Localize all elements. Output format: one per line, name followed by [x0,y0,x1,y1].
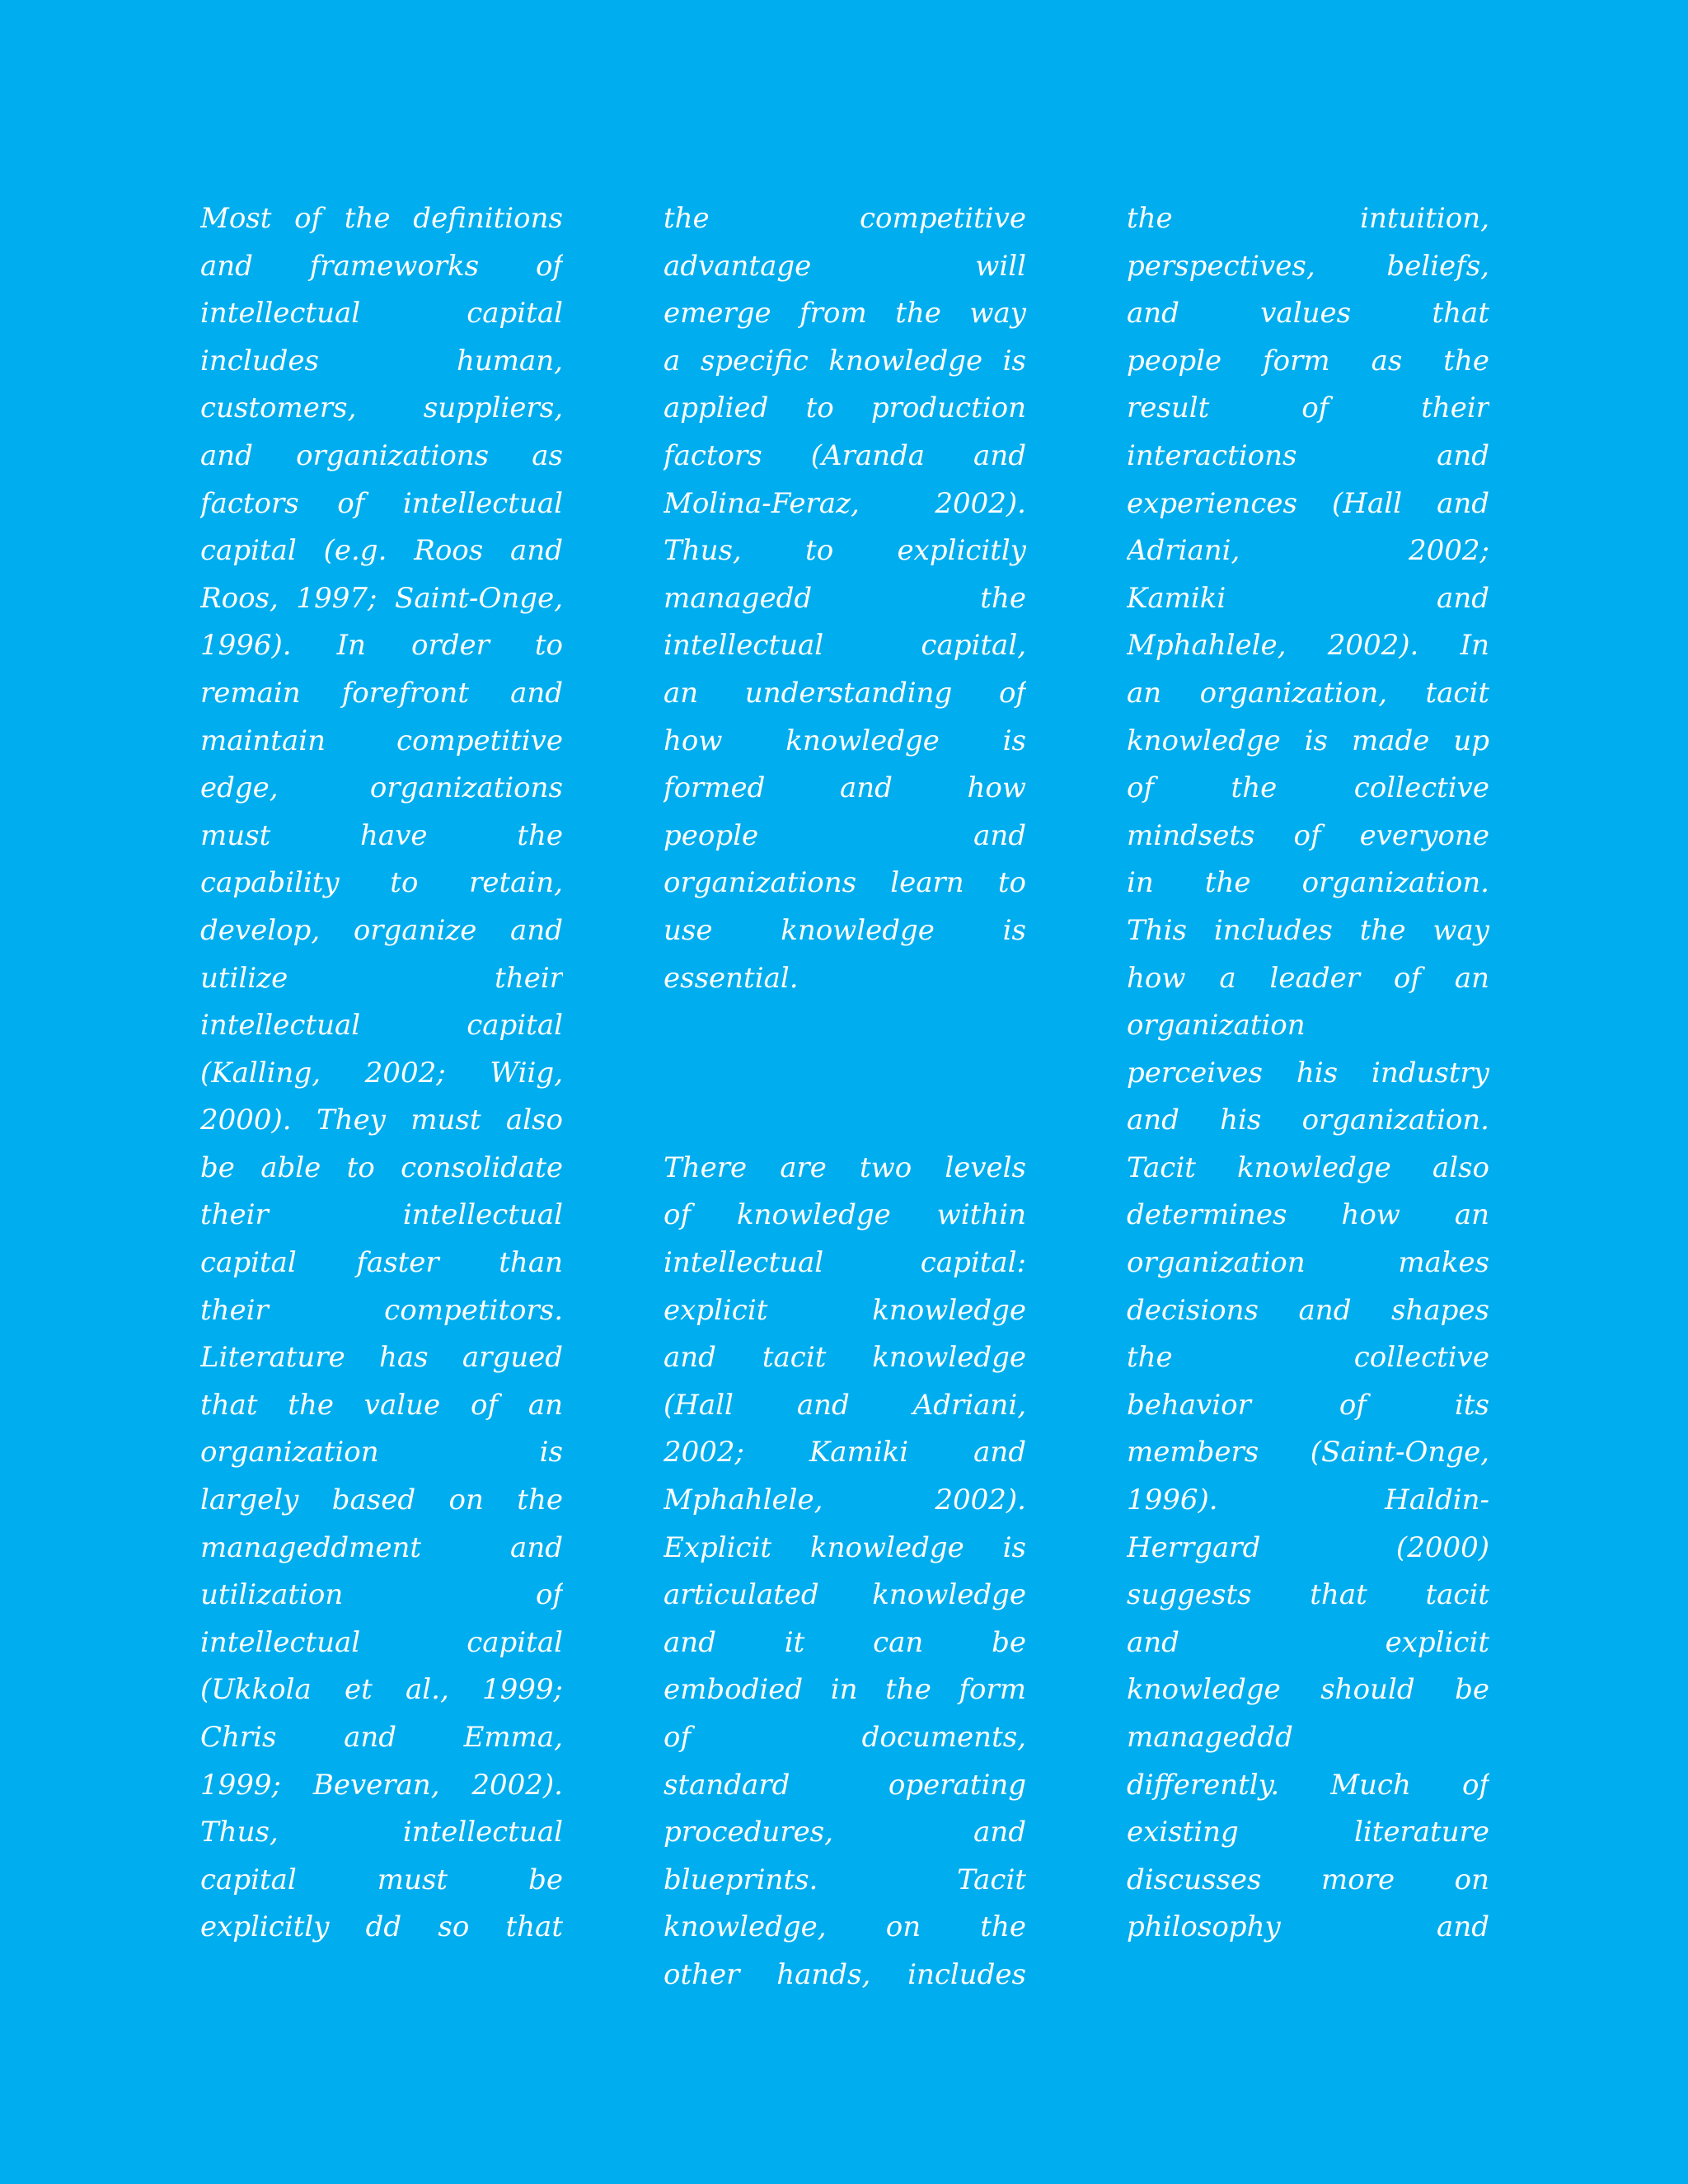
text-line: Explicit knowledge is [663,1530,1026,1564]
text-line: customers, suppliers, [200,391,563,425]
text-line: use knowledge is [663,913,1026,947]
text-line: of the collective [1127,771,1489,805]
text-column-3 [1127,195,1489,1952]
text-line: experiences (Hall and [1127,486,1489,520]
text-line: people and [663,818,1026,852]
text-line: must have the [200,818,563,852]
text-line: factors (Aranda and [663,438,1026,472]
text-line: (Hall and Adriani, [663,1388,1026,1422]
text-line: and organizations as [200,438,563,472]
text-line: people form as the [1127,344,1489,377]
text-line: explicitly dd so that [200,1910,563,1944]
text-line: organization makes [1127,1246,1489,1280]
text-line: intellectual capital [200,1009,563,1043]
text-line: and tacit knowledge [663,1341,1026,1375]
text-line: Tacit knowledge also [1127,1151,1489,1184]
text-line: articulated knowledge [663,1578,1026,1612]
text-line: capital faster than [200,1246,563,1280]
text-line: manageddment and [200,1530,563,1564]
text-line: an understanding of [663,676,1026,710]
text-line: the competitive [663,202,1026,235]
text-line: embodied in the form [663,1673,1026,1707]
text-line: intellectual capital [200,1625,563,1659]
text-line: (Kalling, 2002; Wiig, [200,1056,563,1090]
text-line: Mphahlele, 2002). [663,1483,1026,1517]
text-line: be able to consolidate [200,1151,563,1184]
text-line: decisions and shapes [1127,1293,1489,1327]
text-line: in the organization. [1127,866,1489,900]
text-line: maintain competitive [200,724,563,757]
text-line: an organization, tacit [1127,676,1489,710]
text-line: mindsets of everyone [1127,818,1489,852]
text-line: capital must be [200,1863,563,1896]
text-line: Most of the definitions [200,202,563,235]
text-line: discusses more on [1127,1863,1489,1896]
text-line: perceives his industry [1127,1056,1489,1090]
text-line: other hands, includes [663,1957,1026,1991]
text-line: how knowledge is [663,724,1026,757]
text-line: knowledge should be [1127,1673,1489,1707]
text-line: their competitors. [200,1293,563,1327]
text-line: organizations learn to [663,866,1026,900]
text-line: suggests that tacit [1127,1578,1489,1612]
text-column-1 [200,195,563,1952]
text-line: utilization of [200,1578,563,1612]
text-line: interactions and [1127,438,1489,472]
text-line: the intuition, [1127,202,1489,235]
text-line: Mphahlele, 2002). In [1127,629,1489,663]
text-line: 2000). They must also [200,1104,563,1137]
text-line: essential. [663,961,799,995]
text-line: of documents, [663,1721,1026,1755]
text-line: explicit knowledge [663,1293,1026,1327]
text-line: knowledge, on the [663,1910,1026,1944]
text-line: Thus, to explicitly [663,534,1026,568]
text-line: (Ukkola et al., 1999; [200,1673,563,1707]
text-line: philosophy and [1127,1910,1489,1944]
text-line: advantage will [663,249,1026,283]
text-line: Adriani, 2002; [1127,534,1489,568]
text-line: Roos, 1997; Saint-Onge, [200,581,563,615]
text-line: remain forefront and [200,676,563,710]
text-line: Chris and Emma, [200,1721,563,1754]
text-line: Herrgard (2000) [1127,1530,1489,1564]
text-line: largely based on the [200,1483,563,1517]
text-line: behavior of its [1127,1388,1489,1422]
text-line: that the value of an [200,1388,563,1422]
paragraph-gap [663,1002,1026,1145]
text-line: factors of intellectual [200,486,563,520]
text-line: Thus, intellectual [200,1816,563,1849]
text-line: and it can be [663,1625,1026,1659]
text-line: and explicit [1127,1625,1489,1659]
text-line: and frameworks of [200,249,563,283]
text-line: result of their [1127,391,1489,425]
text-line: procedures, and [663,1816,1026,1849]
text-line: capital (e.g. Roos and [200,534,563,568]
text-line: 1996). Haldin- [1127,1483,1489,1517]
text-column-2 [663,195,1026,1999]
text-line: differently. Much of [1127,1768,1489,1802]
text-line: standard operating [663,1768,1026,1802]
text-line: existing literature [1127,1816,1489,1849]
text-line: the collective [1127,1341,1489,1375]
text-line: develop, organize and [200,913,563,947]
text-line: edge, organizations [200,771,563,805]
text-line: Molina-Feraz, 2002). [663,486,1026,520]
text-line: 2002; Kamiki and [663,1436,1026,1469]
text-line: their intellectual [200,1198,563,1232]
text-line: perspectives, beliefs, [1127,249,1489,283]
text-line: manageddd [1127,1721,1293,1754]
text-line: of knowledge within [663,1198,1026,1232]
text-line: intellectual capital [200,297,563,330]
text-line: utilize their [200,961,563,995]
text-line: capability to retain, [200,866,563,900]
text-line: knowledge is made up [1127,724,1489,757]
text-line: members (Saint-Onge, [1127,1436,1489,1469]
text-line: Literature has argued [200,1341,563,1375]
text-line: emerge from the way [663,297,1026,330]
text-line: There are two levels [663,1151,1026,1184]
text-line: a specific knowledge is [663,344,1026,377]
text-line: applied to production [663,391,1026,425]
text-line: organization [1127,1009,1306,1043]
text-line: formed and how [663,771,1026,805]
text-line: determines how an [1127,1198,1489,1232]
text-line: and his organization. [1127,1104,1489,1137]
text-line: Kamiki and [1127,581,1489,615]
text-line: and values that [1127,297,1489,330]
text-line: intellectual capital: [663,1246,1026,1280]
text-line: includes human, [200,344,563,377]
text-line: intellectual capital, [663,629,1026,663]
text-line: blueprints. Tacit [663,1863,1026,1896]
text-line: managedd the [663,581,1026,615]
text-line: organization is [200,1436,563,1469]
text-line: 1996). In order to [200,629,563,663]
text-line: This includes the way [1127,913,1489,947]
text-line: how a leader of an [1127,961,1489,995]
text-line: 1999; Beveran, 2002). [200,1768,563,1802]
